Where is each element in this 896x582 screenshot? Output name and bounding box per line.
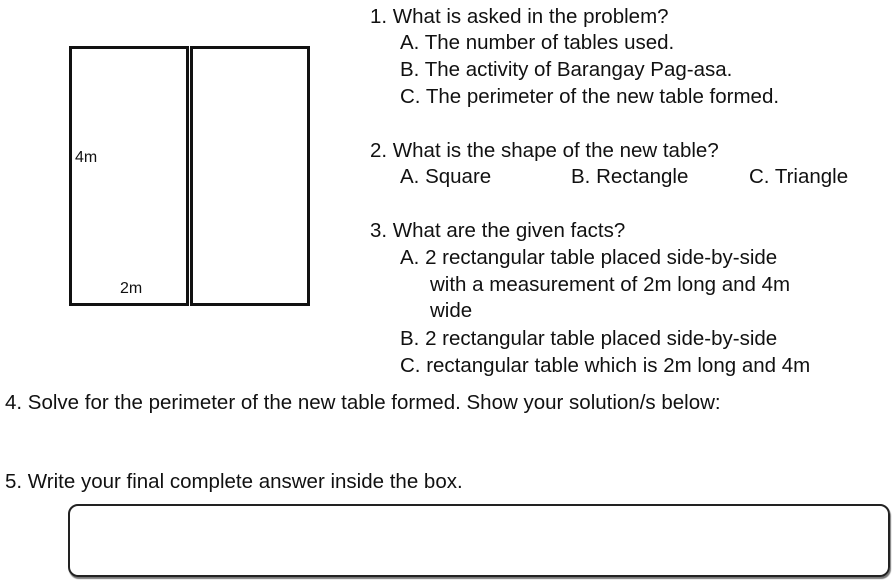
q4-question: 4. Solve for the perimeter of the new table formed. Show your solution/s below: [5,391,721,414]
table-rectangle-left [69,46,189,306]
q1-option-c[interactable]: C. The perimeter of the new table formed. [400,85,780,108]
table-rectangle-right [190,46,310,306]
q3-option-c[interactable]: C. rectangular table which is 2m long and 4m [400,354,811,377]
q3-option-a-cont: with a measurement of 2m long and 4m [430,273,791,296]
q1-option-a[interactable]: A. The number of tables used. [400,31,675,54]
q3-option-b[interactable]: B. 2 rectangular table placed side-by-side [400,327,778,350]
q1-option-b[interactable]: B. The activity of Barangay Pag-asa. [400,58,733,81]
q1-question: 1. What is asked in the problem? [370,5,669,28]
q2-question: 2. What is the shape of the new table? [370,139,719,162]
q2-option-c[interactable]: C. Triangle [749,165,849,188]
q3-option-a[interactable]: A. 2 rectangular table placed side-by-side [400,246,778,269]
q5-question: 5. Write your final complete answer inside the box. [5,470,463,493]
answer-box[interactable] [68,504,890,577]
q3-question: 3. What are the given facts? [370,219,626,242]
width-label: 2m [120,280,143,297]
q2-option-a[interactable]: A. Square [400,165,492,188]
q2-option-b[interactable]: B. Rectangle [571,165,689,188]
height-label: 4m [75,149,98,166]
q3-option-a-cont2: wide [430,299,473,322]
